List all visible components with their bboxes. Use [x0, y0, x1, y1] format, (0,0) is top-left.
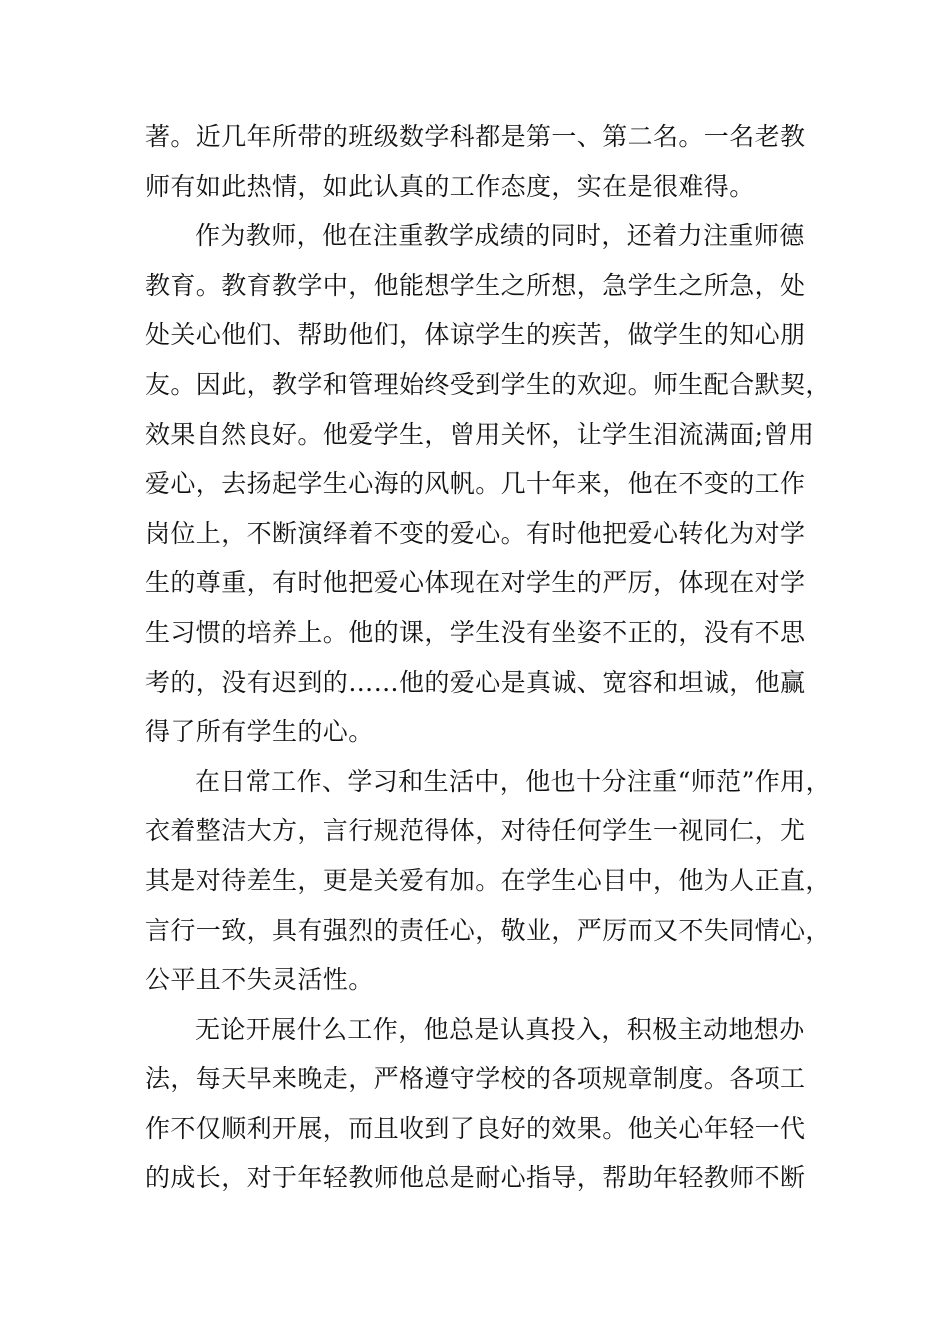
text-line: 法，每天早来晚走，严格遵守学校的各项规章制度。各项工	[145, 1064, 806, 1094]
text-line: 岗位上，不断演绎着不变的爱心。有时他把爱心转化为对学	[145, 518, 806, 548]
text-line: 著。近几年所带的班级数学科都是第一、第二名。一名老教	[145, 122, 806, 151]
text-line: 衣着整洁大方，言行规范得体，对待任何学生一视同仁，尤	[145, 816, 806, 846]
text-line: 考的，没有迟到的……他的爱心是真诚、宽容和坦诚，他赢	[145, 667, 806, 697]
text-line: 处关心他们、帮助他们，体谅学生的疾苦，做学生的知心朋	[145, 320, 806, 350]
text-line: 师有如此热情，如此认真的工作态度，实在是很难得。	[145, 171, 755, 201]
text-line: 爱心，去扬起学生心海的风帆。几十年来，他在不变的工作	[145, 469, 806, 499]
paragraph-first-line: 无论开展什么工作，他总是认真投入，积极主动地想办	[195, 1014, 805, 1044]
text-line: 效果自然良好。他爱学生，曾用关怀，让学生泪流满面;曾用	[145, 419, 815, 449]
text-line: 的成长，对于年轻教师他总是耐心指导，帮助年轻教师不断	[145, 1163, 806, 1193]
text-line: 作不仅顺利开展，而且收到了良好的效果。他关心年轻一代	[145, 1113, 806, 1143]
text-line: 生习惯的培养上。他的课，学生没有坐姿不正的，没有不思	[145, 617, 806, 647]
paragraph-first-line: 作为教师，他在注重教学成绩的同时，还着力注重师德	[195, 221, 805, 251]
text-line: 友。因此，教学和管理始终受到学生的欢迎。师生配合默契，	[145, 369, 831, 399]
text-line: 得了所有学生的心。	[145, 717, 374, 747]
text-line: 其是对待差生，更是关爱有加。在学生心目中，他为人正直，	[145, 865, 831, 895]
text-line: 言行一致，具有强烈的责任心，敬业，严厉而又不失同情心，	[145, 915, 831, 945]
body-text	[145, 112, 831, 1203]
text-line: 教育。教育教学中，他能想学生之所想，急学生之所急，处	[145, 270, 806, 300]
text-line: 生的尊重，有时他把爱心体现在对学生的严厉，体现在对学	[145, 568, 806, 598]
paragraph-first-line: 在日常工作、学习和生活中，他也十分注重“师范”作用，	[195, 766, 831, 796]
text-line: 公平且不失灵活性。	[145, 965, 374, 995]
